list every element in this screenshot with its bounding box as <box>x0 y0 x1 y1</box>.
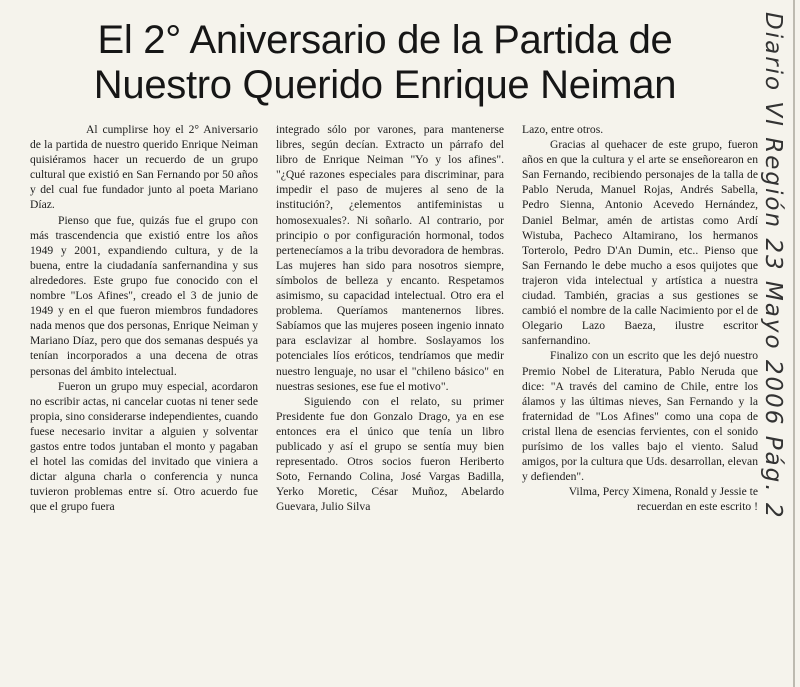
paragraph: Vilma, Percy Ximena, Ronald y Jessie te recuerdan en este escrito ! <box>568 485 758 514</box>
article-column-3 <box>522 122 758 682</box>
handwritten-note-text: Diario VI Región 23 Mayo 2006 Pág. 2 <box>760 12 786 520</box>
handwritten-source-note <box>742 12 800 612</box>
article-column-1 <box>30 122 258 682</box>
headline-line-1: El 2° Aniversario de la Partida de <box>97 18 673 62</box>
scan-edge-divider <box>793 0 795 687</box>
article-headline <box>40 18 730 108</box>
article-body <box>30 122 758 682</box>
article-column-2 <box>276 122 504 682</box>
paragraph: Finalizo con un escrito que les dejó nuestro Premio Nobel de Literatura, Pablo Neruda que dice: "A través del camino de Chile, entre los álamos y las últimas nieves, San Fernando y la fraternidad de "Los Afines" como una copa de cristal llena de esencias fervientes, con el sonido purísimo de los valles bajo el viento. Salud amigos, por la cultura que Uds. desarrollan, elevan y defienden". <box>522 349 758 484</box>
paragraph: Fueron un grupo muy especial, acordaron no escribir actas, ni cancelar cuotas ni tener sede propia, sino considerarse independientes, cuando fuese necesario invitar a alguien y solventar gastos entre todos juntaban el monto y pagaban el hotel las comidas del invitado que viniera a dictar alguna charla o conferencia y nunca tuvieron problemas entre sí. Otro acuerdo fue que el grupo fuera <box>30 379 258 514</box>
paragraph: Al cumplirse hoy el 2° Aniversario de la partida de nuestro querido Enrique Neiman quisiéramos hacer un recuerdo de un grupo cultural que existió en San Fernando por 50 años y del cual fue fundador junto al poeta Mariano Díaz. <box>30 123 258 212</box>
paragraph: integrado sólo por varones, para mantenerse libres, según decían. Extracto un párrafo del libro de Enrique Neiman "Yo y los afines". "¿Qué razones especiales para discriminar, para impedir el paso de mujeres al seno de la institución?, ¿elementos antifeministas u homosexuales?. Ni soñarlo. Al contrario, por principio o por configuración hormonal, todos pertenecíamos a la tribu devoradora de hembras. Las mujeres han sido para nosotros siempre, símbolos de belleza y encanto. Respetamos asimismo, su capacidad intelectual. Otro era el problema. Queríamos mantenernos libres. Sabíamos que las mujeres poseen ingenio innato para esclavizar al hombre. Soslayamos los potenciales líos eróticos, tendríamos que medir nuestro lenguaje, no usar el "chileno básico" en nuestras sesiones, ese fue el motivo". <box>276 123 504 393</box>
headline-line-2: Nuestro Querido Enrique Neiman <box>93 63 677 107</box>
paragraph: Lazo, entre otros. <box>522 123 604 136</box>
paragraph: Siguiendo con el relato, su primer Presidente fue don Gonzalo Drago, ya en ese entonces era el único que tenía un libro publicado y así el grupo se sentía muy bien representado. Otros socios fueron Heriberto Soto, Fernando Colina, José Vargas Badilla, Yerko Moretic, César Muñoz, Abelardo Guevara, Julio Silva <box>276 394 504 514</box>
paragraph: Pienso que fue, quizás fue el grupo con más trascendencia que existió entre los años 1949 y 2001, expandiendo cultura, y de la buena, entre la ciudadanía sanfernandina y sus alrededores. Este grupo fue conocido con el nombre "Los Afines", creado el 3 de junio de 1949 y en el que fueron miembros fundadores nada menos que dos personas, Enrique Neiman y Mariano Díaz, pero que dos semanas después ya tenían incorporados a una decena de otras personas del ámbito intelectual. <box>30 213 258 378</box>
paragraph: Gracias al quehacer de este grupo, fueron años en que la cultura y el arte se enseñorearon en San Fernando, recibiendo personajes de la talla de Pablo Neruda, Manuel Rojas, Andrés Sabella, Pedro Sienna, Antonio Acevedo Hernández, Daniel Belmar, amén de artistas como Ardí Wistuba, Pacheco Altamirano, los hermanos Torterolo, Pedro D'An Dumin, etc.. Pienso que San Fernando le debe mucho a esos quijotes que trajeron vida intelectual y artística a nuestra ciudad. También, gracias a sus gestiones se cambió el nombre de la calle Nacimiento por el de Olegario Lazo Baeza, ilustre escritor sanfernandino. <box>522 138 758 348</box>
